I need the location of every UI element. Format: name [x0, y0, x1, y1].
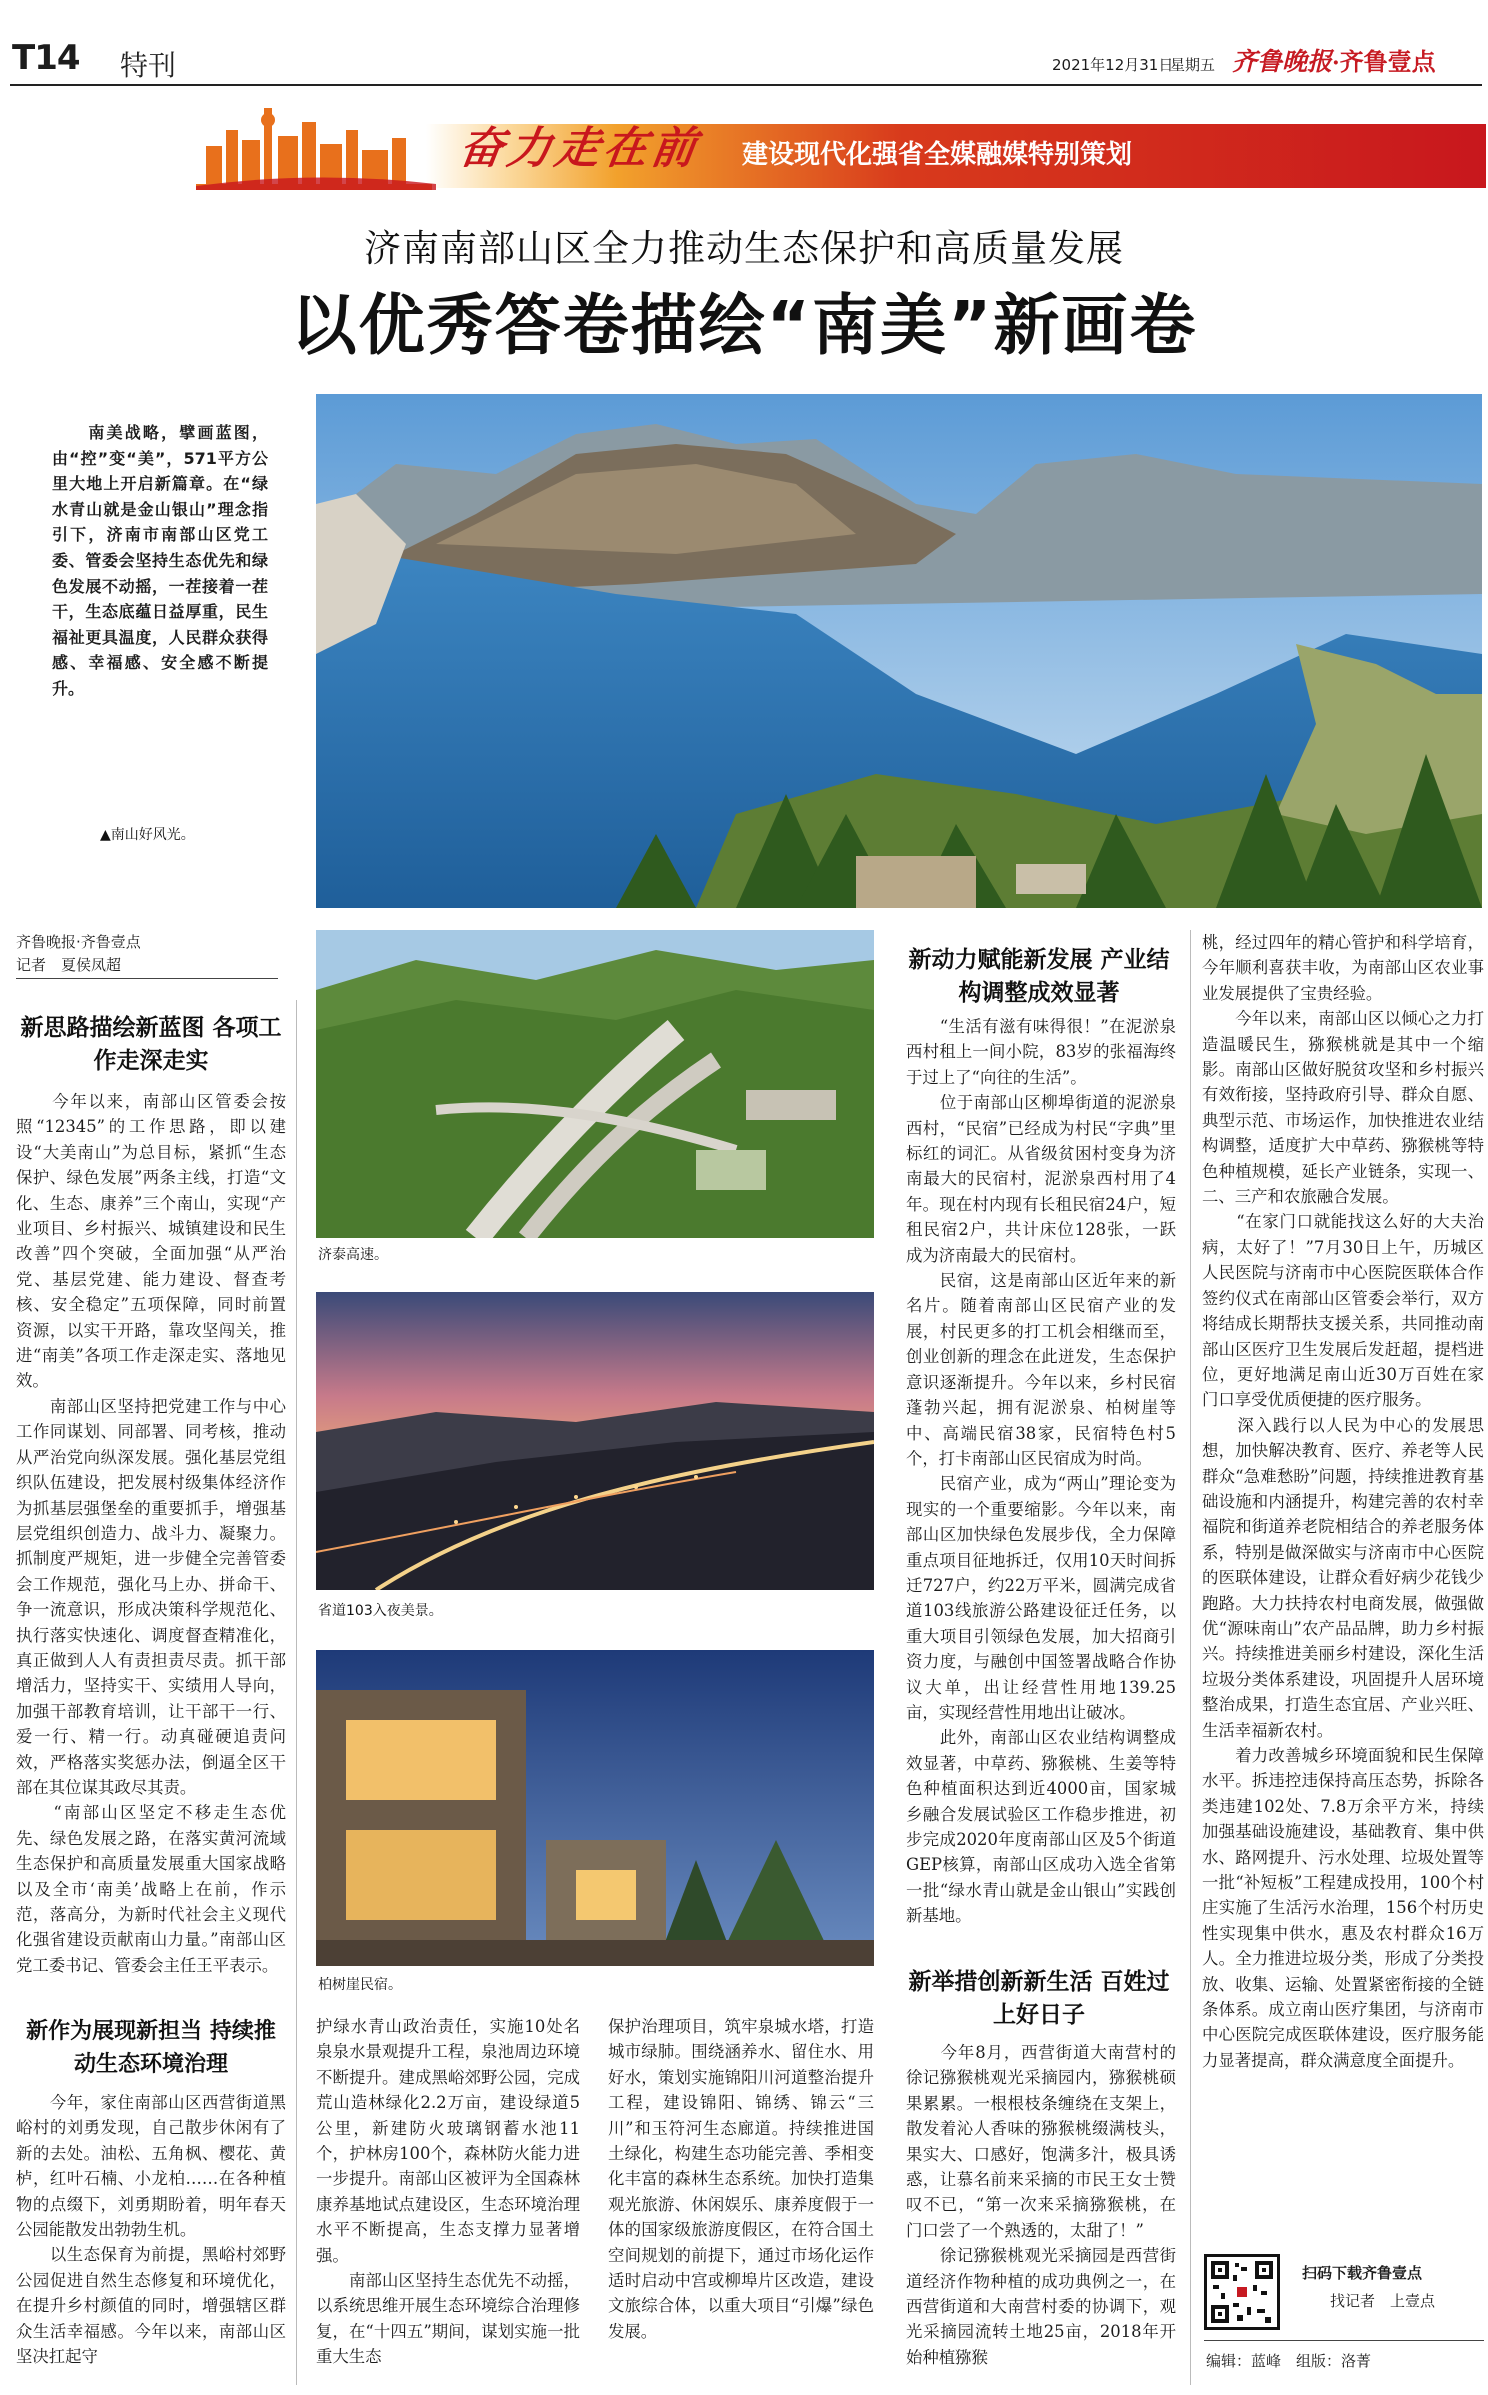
issue-weekday: 星期五 — [1170, 56, 1216, 74]
byline-rule — [16, 978, 278, 979]
qr-label: 扫码下载齐鲁壹点 — [1302, 2264, 1423, 2282]
brand-name-2: 齐鲁壹点 — [1339, 48, 1436, 76]
homestay-illustration — [316, 1650, 874, 1966]
lead-photo-caption: ▲南山好风光。 — [100, 827, 195, 843]
banner-slogan: 奋力走在前 — [455, 123, 703, 174]
brand-logo: 齐鲁晚报·齐鲁壹点 — [1232, 47, 1436, 76]
page-number: T14 — [12, 38, 80, 78]
editors-credit: 编辑：蓝峰 组版：洛菁 — [1206, 2352, 1372, 2370]
qr-code[interactable] — [1204, 2254, 1280, 2330]
night-road-illustration — [316, 1292, 874, 1590]
footer-rule — [1204, 2340, 1484, 2341]
section-4-title: 新举措创新新生活 百姓过上好日子 — [908, 1969, 1170, 2028]
expressway-illustration — [316, 930, 874, 1238]
section-1-body: 今年以来，南部山区管委会按照“12345”的工作思路，即以建设“大美南山”为总目标，紧抓“生态保护、绿色发展”两条主线，打造“文化、生态、康养”三个南山，实现“产业项目、乡村振兴、城镇建设和民生改善”四个突破，全面加强“从严治党、基层党建、能力建设、督查考核、安全稳定”五项保障，同时前置资源，以实干开路，靠攻坚闯关，推进“南美”各项工作走深走实、落地见效。 南部山区坚持把党建工作与中心工作同谋划、同部署、同考核，推动从严治党向纵深发展。强化基层党组织队伍建设，把发展村级集体经济作为抓基层强堡垒的重要抓手，增强基层党组织创造力、战斗力、凝聚力。抓制度严规矩，进一步健全完善管委会工作规范，强化马上办、拼命干、争一流意识，形成决策科学规范化、执行落实快速化、调度督查精准化，真正做到人人有责担责尽责。抓干部增活力，坚持实干、实绩用人导向，加强干部教育培训，让干部干一行、爱一行、精一行。动真碰硬追责问效，严格落实奖惩办法，倒逼全区干部在其位谋其政尽其责。 “南部山区坚定不移走生态优先、绿色发展之路，在落实黄河流域生态保护和高质量发展重大国家战略以及全市‘南美’战略上在前，作示范，落高分，为新时代社会主义现代化强省建设贡献南山力量。”南部山区党工委书记、管委会主任王平表示。 — [16, 1092, 286, 1975]
issue-date: 2021年12月31日 — [1052, 56, 1174, 74]
column-divider — [1190, 930, 1191, 2385]
section-2-body-c: 保护治理项目，筑牢泉城水塔，打造城市绿肺。围绕涵养水、留住水、用好水，策划实施锦阳川河道整治提升工程，建设锦阳、锦绣、锦云“三川”和玉符河生态廊道。持续推进国土绿化，构建生态功能完善、季相变化丰富的森林生态系统。加快打造集观光旅游、休闲娱乐、康养度假于一体的国家级旅游度假区，在符合国土空间规划的前提下，通过市场化运作适时启动中宫或柳埠片区改造，建设文旅综合体，以重大项目“引爆”绿色发展。 — [608, 2017, 874, 2341]
reporter-contact: 找记者 上壹点 — [1330, 2292, 1436, 2310]
hero-photo-nanshan-landscape — [316, 394, 1482, 908]
section-4-body: 今年8月，西营街道大南营村的徐记猕猴桃观光采摘园内，猕猴桃硕果累累。一根根枝条缠绕在支架上，散发着沁人香味的猕猴桃缀满枝头，果实大、口感好，饱满多汁，极具诱惑，让慕名前来采摘的市民王女士赞叹不已，“第一次来采摘猕猴桃，在门口尝了一个熟透的，太甜了！” 徐记猕猴桃观光采摘园是西营街道经济作物种植的成功典例之一，在西营街道和大南营村委的协调下，观光采摘园流转土地25亩，2018年开始种植猕猴 — [906, 2043, 1176, 2367]
byline-outlet: 齐鲁晚报·齐鲁壹点 — [16, 933, 141, 951]
brand-name-1: 齐鲁晚报 — [1232, 47, 1333, 76]
section-3-body: “生活有滋有味得很！”在泥淤泉西村租上一间小院，83岁的张福海终于过上了“向往的生活”。 位于南部山区柳埠街道的泥淤泉西村，“民宿”已经成为村民“字典”里标红的词汇。从省级贫困村变身为济南最大的民宿村，泥淤泉西村用了4年。现在村内现有长租民宿24户，短租民宿2户，共计床位128张，一跃成为济南最大的民宿村。 民宿，这是南部山区近年来的新名片。随着南部山区民宿产业的发展，村民更多的打工机会相继而至，创业创新的理念在此迸发，生态保护意识逐渐提升。今年以来，乡村民宿蓬勃兴起，拥有泥淤泉、柏树崖等中、高端民宿38家，民宿特色村5个，打卡南部山区民宿成为时尚。 民宿产业，成为“两山”理论变为现实的一个重要缩影。今年以来，南部山区加快绿色发展步伐，全力保障重点项目征地拆迁，仅用10天时间拆迁727户，约22万平米，圆满完成省道103线旅游公路建设征迁任务，以重大项目引领绿色发展，加大招商引资力度，与融创中国签署战略合作协议大单，出让经营性用地139.25亩，实现经营性用地出让破冰。 此外，南部山区农业结构调整成效显著，中草药、猕猴桃、生姜等特色种植面积达到近4000亩，国家城乡融合发展试验区工作稳步推进，初步完成2020年度南部山区及5个街道GEP核算，南部山区成功入选全省第一批“绿水青山就是金山银山”实践创新基地。 — [906, 1017, 1176, 1926]
caption-photo-3: 省道103入夜美景。 — [318, 1603, 443, 1619]
headline-main: 以优秀答卷描绘“南美”新画卷 — [290, 287, 1198, 364]
section-1-title: 新思路描绘新蓝图 各项工作走深走实 — [20, 1015, 282, 1074]
lead-paragraph: 南美战略，擘画蓝图，由“控”变“美”，571平方公里大地上开启新篇章。在“绿水青山就是金山银山”理念指引下，济南市南部山区党工委、管委会坚持生态优先和绿色发展不动摇，一茬接着一茬干，生态底蕴日益厚重，民生福祉更具温度，人民群众获得感、幸福感、安全感不断提升。 — [52, 423, 268, 698]
section-name: 特刊 — [120, 49, 177, 82]
caption-photo-4: 柏树崖民宿。 — [318, 1977, 402, 1993]
section-2-body-b: 护绿水青山政治责任，实施10处名泉泉水景观提升工程，泉池周边环境不断提升。建成黑峪郊野公园，完成荒山造林绿化2.2万亩，建设绿道5公里，新建防火玻璃钢蓄水池11个，护林房100个，森林防火能力进一步提升。南部山区被评为全国森林康养基地试点建设区，生态环境治理水平不断提高，生态支撑力显著增强。 南部山区坚持生态优先不动摇，以系统思维开展生态环境综合治理修复，在“十四五”期间，谋划实施一批重大生态 — [316, 2017, 580, 2367]
byline-reporter: 记者 夏侯凤超 — [16, 956, 122, 974]
photo-provincial-road-103-night — [316, 1292, 874, 1590]
banner-title: 建设现代化强省全媒融媒特别策划 — [742, 140, 1133, 170]
photo-baishuya-homestay — [316, 1650, 874, 1966]
section-2-body-a: 今年，家住南部山区西营街道黑峪村的刘勇发现，自己散步休闲有了新的去处。油松、五角枫、樱花、黄栌，红叶石楠、小龙柏……在各种植物的点缀下，刘勇期盼着，明年春天公园能散发出勃勃生机。 以生态保育为前提，黑峪村郊野公园促进自然生态修复和环境优化，在提升乡村颜值的同时，增强辖区群众生活幸福感。今年以来，南部山区坚决扛起守 — [16, 2093, 286, 2367]
caption-photo-2: 济泰高速。 — [318, 1247, 388, 1263]
qr-code-icon — [1207, 2257, 1277, 2327]
section-3-title: 新动力赋能新发展 产业结构调整成效显著 — [908, 947, 1170, 1006]
photo-jitai-expressway — [316, 930, 874, 1238]
column-divider — [296, 1000, 297, 2385]
headline-kicker: 济南南部山区全力推动生态保护和高质量发展 — [364, 227, 1124, 270]
landscape-illustration — [316, 394, 1482, 908]
header-rule — [10, 84, 1482, 86]
section-2-title: 新作为展现新担当 持续推动生态环境治理 — [26, 2019, 276, 2077]
section-5-body: 桃，经过四年的精心管护和科学培育，今年顺利喜获丰收，为南部山区农业事业发展提供了宝贵经验。 今年以来，南部山区以倾心之力打造温暖民生，猕猴桃就是其中一个缩影。南部山区做好脱贫攻坚和乡村振兴有效衔接，坚持政府引导、群众自愿、典型示范、市场运作，加快推进农业结构调整，适度扩大中草药、猕猴桃等特色种植规模，延长产业链条，实现一、二、三产和农旅融合发展。 “在家门口就能找这么好的大夫治病，太好了！”7月30日上午，历城区人民医院与济南市中心医院医联体合作签约仪式在南部山区管委会举行，双方将结成长期帮扶支援关系，共同推动南部山区医疗卫生发展后发赶超，提档进位，更好地满足南山近30万百姓在家门口享受优质便捷的医疗服务。 深入践行以人民为中心的发展思想，加快解决教育、医疗、养老等人民群众“急难愁盼”问题，持续推进教育基础设施和内涵提升，构建完善的农村幸福院和街道养老院相结合的养老服务体系，特别是做深做实与济南市中心医院的医联体建设，让群众看好病少花钱少跑路。大力扶持农村电商发展，做强做优“源味南山”农产品品牌，助力乡村振兴。持续推进美丽乡村建设，深化生活垃圾分类体系建设，巩固提升人居环境整治成果，打造生态宜居、产业兴旺、生活幸福新农村。 着力改善城乡环境面貌和民生保障水平。拆违控违保持高压态势，拆除各类违建102处、7.8万余平方米，持续加强基础设施建设，基础教育、集中供水、路网提升、污水处理、垃圾处置等一批“补短板”工程建成投用，100个村庄实施了生活污水治理，156个村历史性实现集中供水，惠及农村群众16万人。全力推进垃圾分类，形成了分类投放、收集、运输、处置紧密衔接的全链条体系。成立南山医疗集团，与济南市中心医院完成医联体建设，医疗服务能力显著提高，群众满意度全面提升。 — [1202, 933, 1484, 2070]
